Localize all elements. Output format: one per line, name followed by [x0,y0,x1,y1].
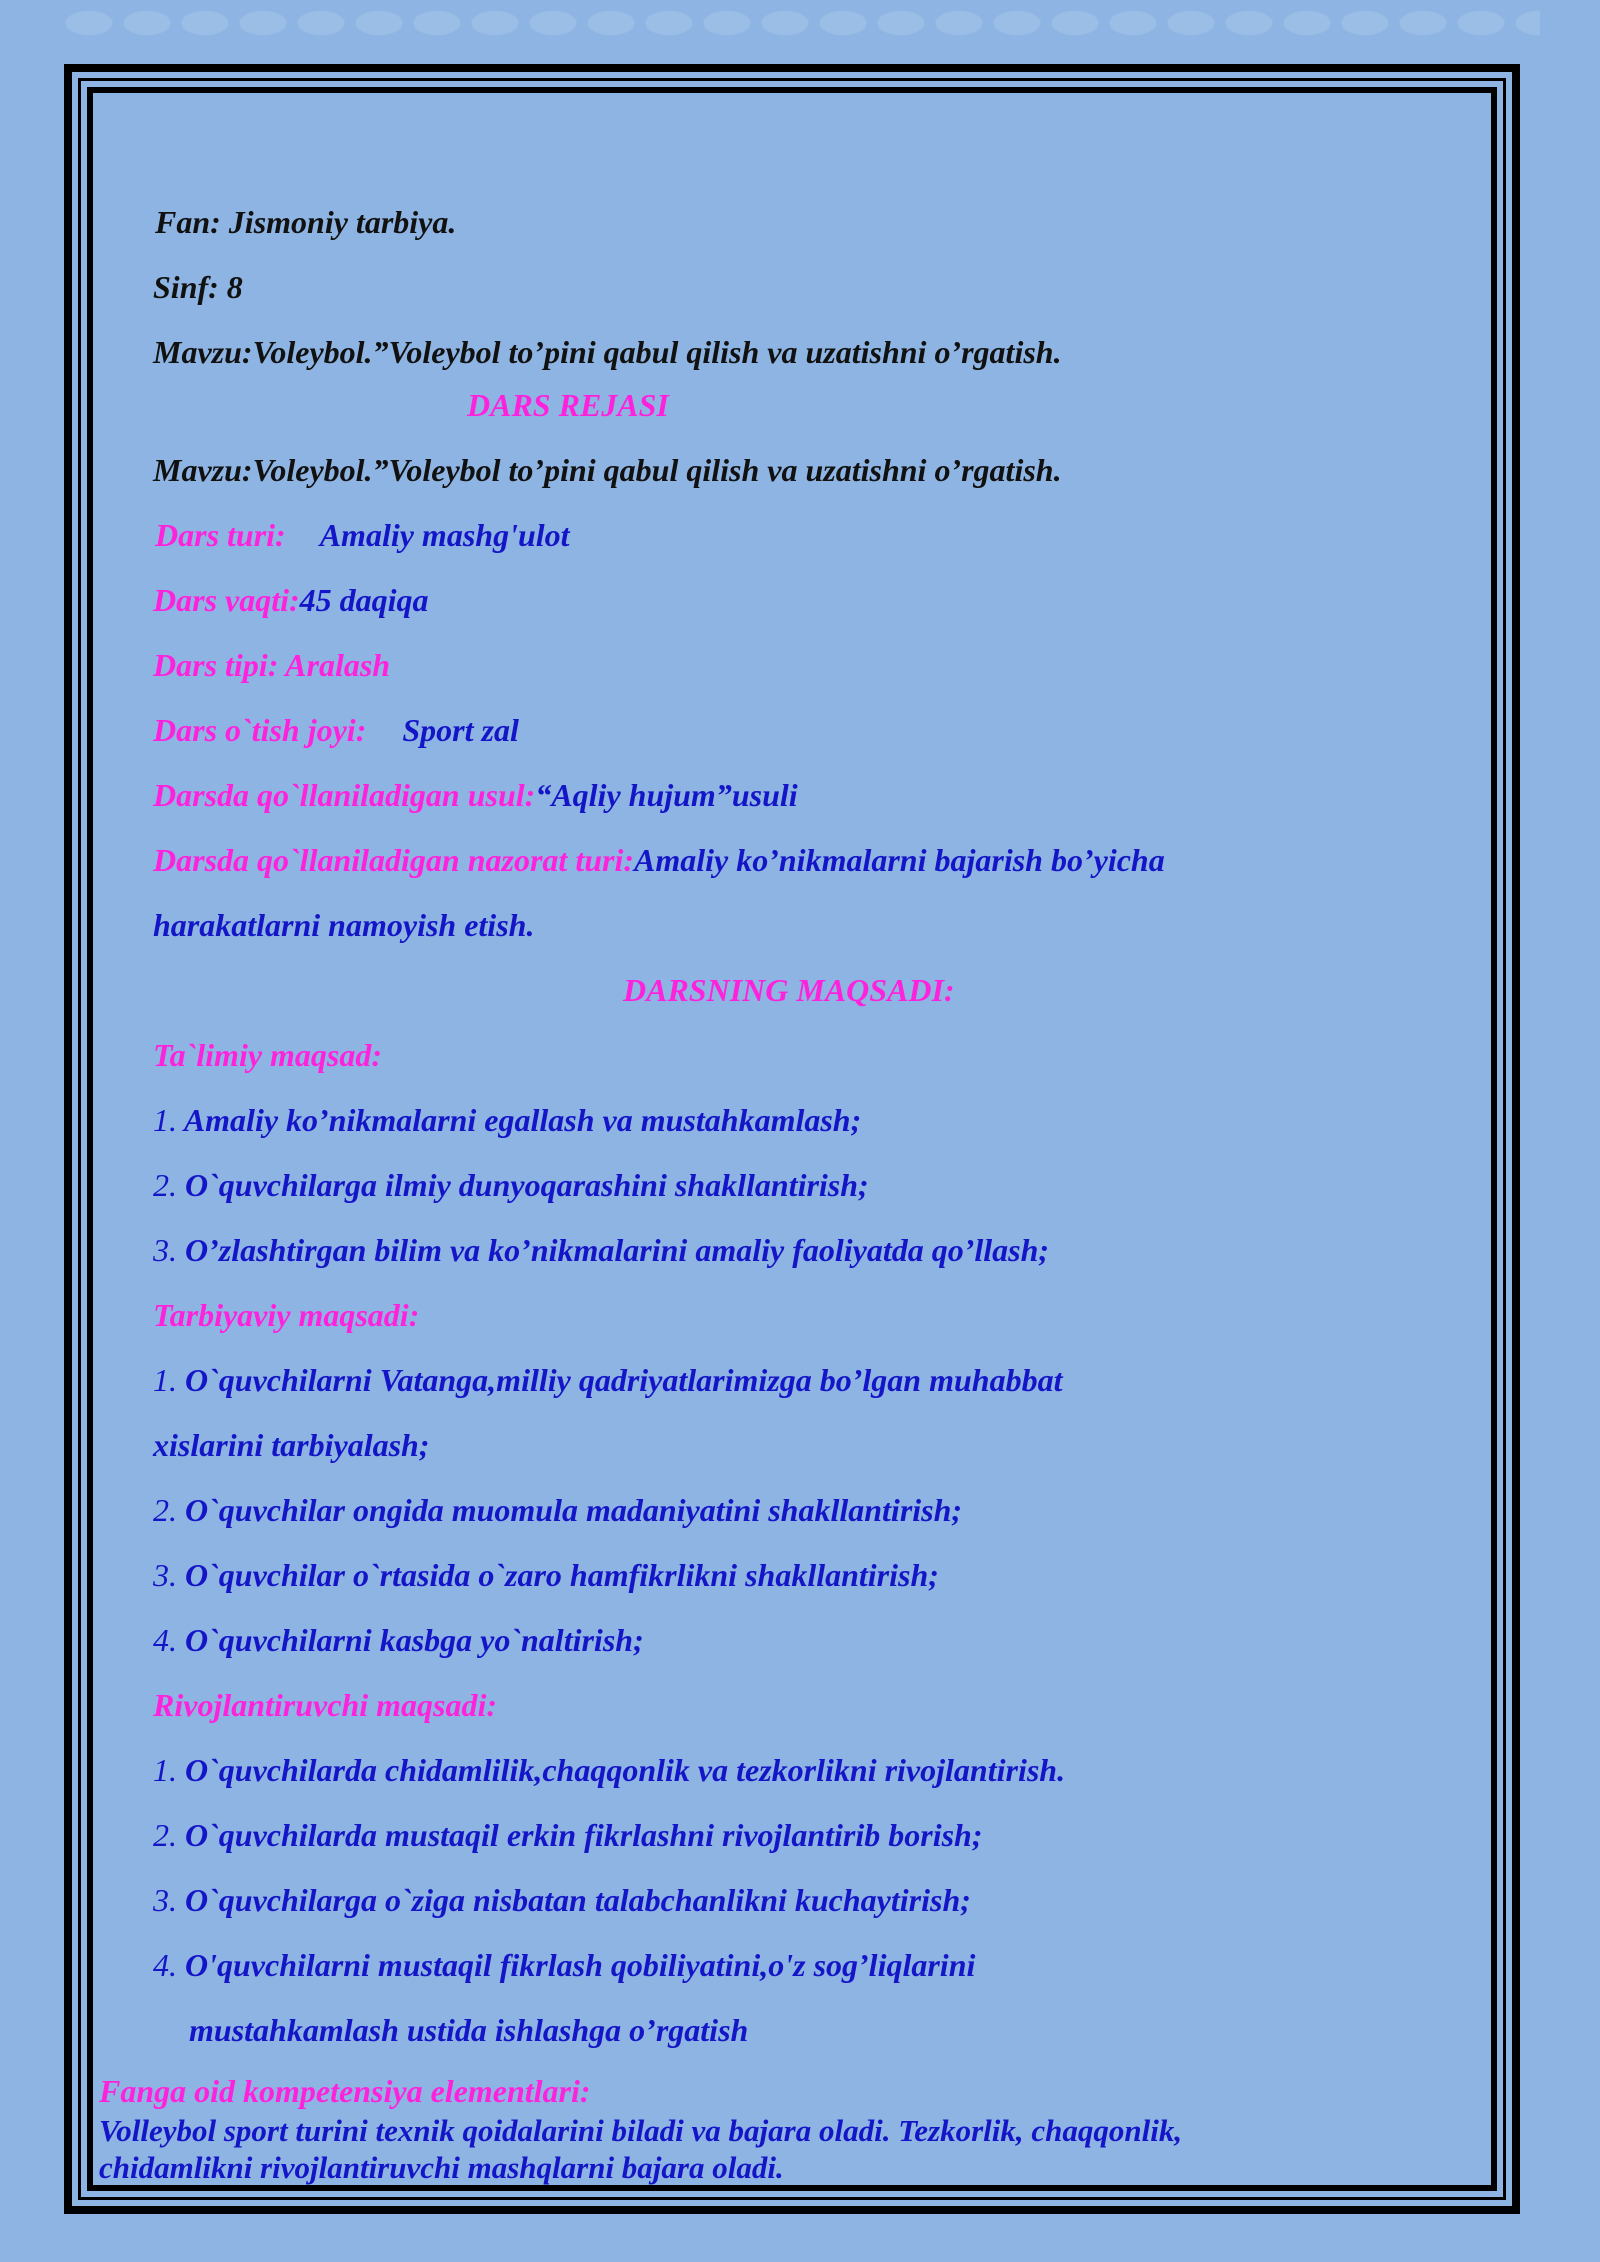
list-text: O'quvchilarni mustaqil fikrlash qobiliyatini,o'z sog’liqlarini [185,1947,976,1983]
list-text: O`quvchilarga ilmiy dunyoqarashini shakllantirish; [185,1167,869,1203]
mavzu-line: Mavzu:Voleybol.”Voleybol to’pini qabul qilish va uzatishni o’rgatish. [153,334,1062,370]
list-text: Amaliy ko’nikmalarni egallash va mustahkamlash; [183,1102,862,1138]
list-number: 1. [153,1362,177,1398]
nazorat-label: Darsda qo`llaniladigan nazorat turi: [153,842,634,878]
dars-turi-row [155,515,570,555]
list-item [153,1880,971,1920]
list-number: 4. [153,1947,177,1983]
list-item [153,1100,861,1140]
usul-row [153,775,798,815]
darsning-maqsadi-title: DARSNING MAQSADI: [623,972,955,1008]
list-item [153,1230,1049,1270]
sinf-line: Sinf: 8 [153,269,243,305]
dars-turi-value: Amaliy mashg'ulot [319,517,570,553]
list-item [153,1490,962,1530]
list-text: O`quvchilarni kasbga yo`naltirish; [185,1622,644,1658]
list-number: 3. [153,1882,177,1918]
list-text: O`quvchilarda mustaqil erkin fikrlashni rivojlantirib borish; [185,1817,983,1853]
rejasi-mavzu-line: Mavzu:Voleybol.”Voleybol to’pini qabul qilish va uzatishni o’rgatish. [153,452,1062,488]
dars-tipi-line: Dars tipi: Aralash [153,647,391,683]
list-number: 1. [153,1102,177,1138]
list-number: 1. [153,1752,177,1788]
rivojlantiruvchi-maqsad-label: Rivojlantiruvchi maqsadi: [153,1687,498,1723]
list-number: 2. [153,1817,177,1853]
usul-label: Darsda qo`llaniladigan usul: [153,777,536,813]
dars-vaqti-label: Dars vaqti: [153,582,300,618]
dars-vaqti-row [153,580,429,620]
dars-joyi-row [153,710,519,750]
list-number: 3. [153,1557,177,1593]
dars-joyi-value: Sport zal [402,712,519,748]
kompetensiya-text-line-2: chidamlikni rivojlantiruvchi mashqlarni bajara oladi. [99,2150,784,2185]
list-item [153,1945,975,1985]
list-text: O`quvchilarda chidamlilik,chaqqonlik va tezkorlikni rivojlantirish. [185,1752,1066,1788]
list-number: 4. [153,1622,177,1658]
fan-line: Fan: Jismoniy tarbiya. [155,204,457,240]
nazorat-value: Amaliy ko’nikmalarni bajarish bo’yicha [634,842,1165,878]
dars-turi-label: Dars turi: [155,517,286,553]
nazorat-value-continued: harakatlarni namoyish etish. [153,907,535,943]
tarbiyaviy-maqsad-label: Tarbiyaviy maqsadi: [153,1297,420,1333]
list-text-continued: mustahkamlash ustida ishlashga o’rgatish [189,2012,749,2048]
usul-value: “Aqliy hujum”usuli [535,777,798,813]
kompetensiya-text-line-1: Volleybol sport turini texnik qoidalarini biladi va bajara oladi. Tezkorlik, chaqqonlik, [99,2113,1183,2148]
list-item [153,1360,1062,1400]
list-text: O`quvchilar ongida muomula madaniyatini shakllantirish; [185,1492,963,1528]
list-item [153,1555,939,1595]
list-number: 2. [153,1167,177,1203]
list-item [153,1750,1065,1790]
talimiy-maqsad-label: Ta`limiy maqsad: [153,1037,383,1073]
list-number: 3. [153,1232,177,1268]
list-text: O`quvchilar o`rtasida o`zaro hamfikrlikni shakllantirish; [185,1557,939,1593]
kompetensiya-label: Fanga oid kompetensiya elementlari: [99,2073,591,2109]
list-item [153,1815,982,1855]
list-text: O`quvchilarni Vatanga,milliy qadriyatlarimizga bo’lgan muhabbat [185,1362,1063,1398]
top-decorative-border [60,8,1540,38]
dars-vaqti-value: 45 daqiqa [299,582,429,618]
nazorat-row [153,840,1165,880]
list-text: O’zlashtirgan bilim va ko’nikmalarini amaliy faoliyatda qo’llash; [185,1232,1050,1268]
list-text-continued: xislarini tarbiyalash; [153,1427,430,1463]
list-text: O`quvchilarga o`ziga nisbatan talabchanlikni kuchaytirish; [185,1882,971,1918]
list-item [153,1620,644,1660]
list-item [153,1165,869,1205]
list-number: 2. [153,1492,177,1528]
dars-rejasi-title: DARS REJASI [467,387,669,423]
dars-joyi-label: Dars o`tish joyi: [153,712,367,748]
